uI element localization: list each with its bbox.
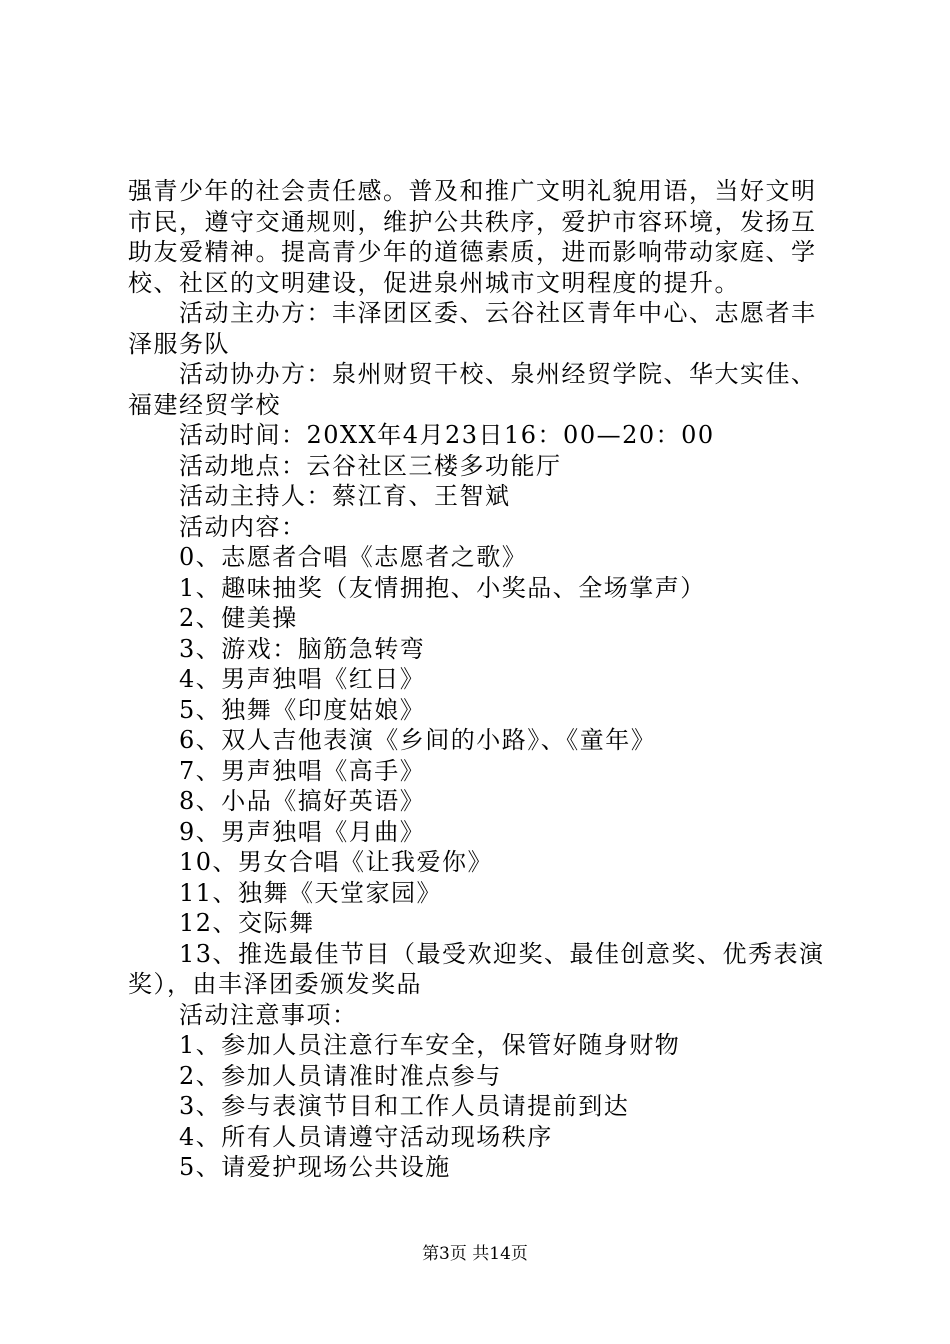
program-item: 8、小品《搞好英语》 bbox=[179, 787, 426, 815]
note-item: 1、参加人员注意行车安全，保管好随身财物 bbox=[179, 1031, 681, 1059]
program-item: 11、独舞《天堂家园》 bbox=[179, 878, 443, 907]
program-item: 7、男声独唱《高手》 bbox=[179, 756, 426, 785]
event-hosts: 活动主持人：蔡江育、王智斌 bbox=[179, 482, 511, 510]
note-item: 4、所有人员请遵守活动现场秩序 bbox=[179, 1122, 553, 1151]
program-item: 4、男声独唱《红日》 bbox=[179, 665, 426, 693]
award-item-paragraph: 13、推选最佳节目（最受欢迎奖、最佳创意奖、优秀表演奖），由丰泽团委颁发奖品 bbox=[128, 939, 825, 998]
program-item: 2、健美操 bbox=[179, 604, 298, 632]
note-item: 5、请爱护现场公共设施 bbox=[179, 1153, 451, 1181]
event-time: 活动时间：20XX年4月23日16：00—20：00 bbox=[179, 421, 715, 449]
organizer-paragraph: 活动主办方：丰泽团区委、云谷社区青年中心、志愿者丰泽服务队 bbox=[128, 299, 817, 358]
program-item: 3、游戏：脑筋急转弯 bbox=[179, 634, 426, 663]
notes-list bbox=[128, 1030, 832, 1183]
content-heading: 活动内容： bbox=[179, 512, 307, 541]
page-number-footer: 第3页 共14页 bbox=[422, 1244, 528, 1264]
notes-heading: 活动注意事项： bbox=[179, 1000, 358, 1029]
program-item: 9、男声独唱《月曲》 bbox=[179, 817, 426, 846]
intro-paragraph: 强青少年的社会责任感。普及和推广文明礼貌用语，当好文明市民，遵守交通规则，维护公共秩序，爱护市容环境，发扬互助友爱精神。提高青少年的道德素质，进而影响带动家庭、学校、社区的文明建设，促进泉州城市文明程度的提升。 bbox=[128, 177, 817, 297]
document-body bbox=[128, 176, 832, 1183]
program-item: 1、趣味抽奖（友情拥抱、小奖品、全场掌声） bbox=[179, 573, 706, 602]
program-item: 12、交际舞 bbox=[179, 909, 315, 937]
co-organizer-paragraph: 活动协办方：泉州财贸干校、泉州经贸学院、华大实佳、福建经贸学校 bbox=[128, 360, 817, 419]
note-item: 2、参加人员请准时准点参与 bbox=[179, 1061, 502, 1090]
program-item: 6、双人吉他表演《乡间的小路》、《童年》 bbox=[179, 726, 657, 754]
event-location: 活动地点：云谷社区三楼多功能厅 bbox=[179, 451, 562, 480]
program-item: 0、志愿者合唱《志愿者之歌》 bbox=[179, 543, 528, 571]
program-list bbox=[128, 542, 832, 939]
note-item: 3、参与表演节目和工作人员请提前到达 bbox=[179, 1092, 630, 1120]
program-item: 10、男女合唱《让我爱你》 bbox=[179, 848, 494, 876]
program-item: 5、独舞《印度姑娘》 bbox=[179, 695, 426, 724]
